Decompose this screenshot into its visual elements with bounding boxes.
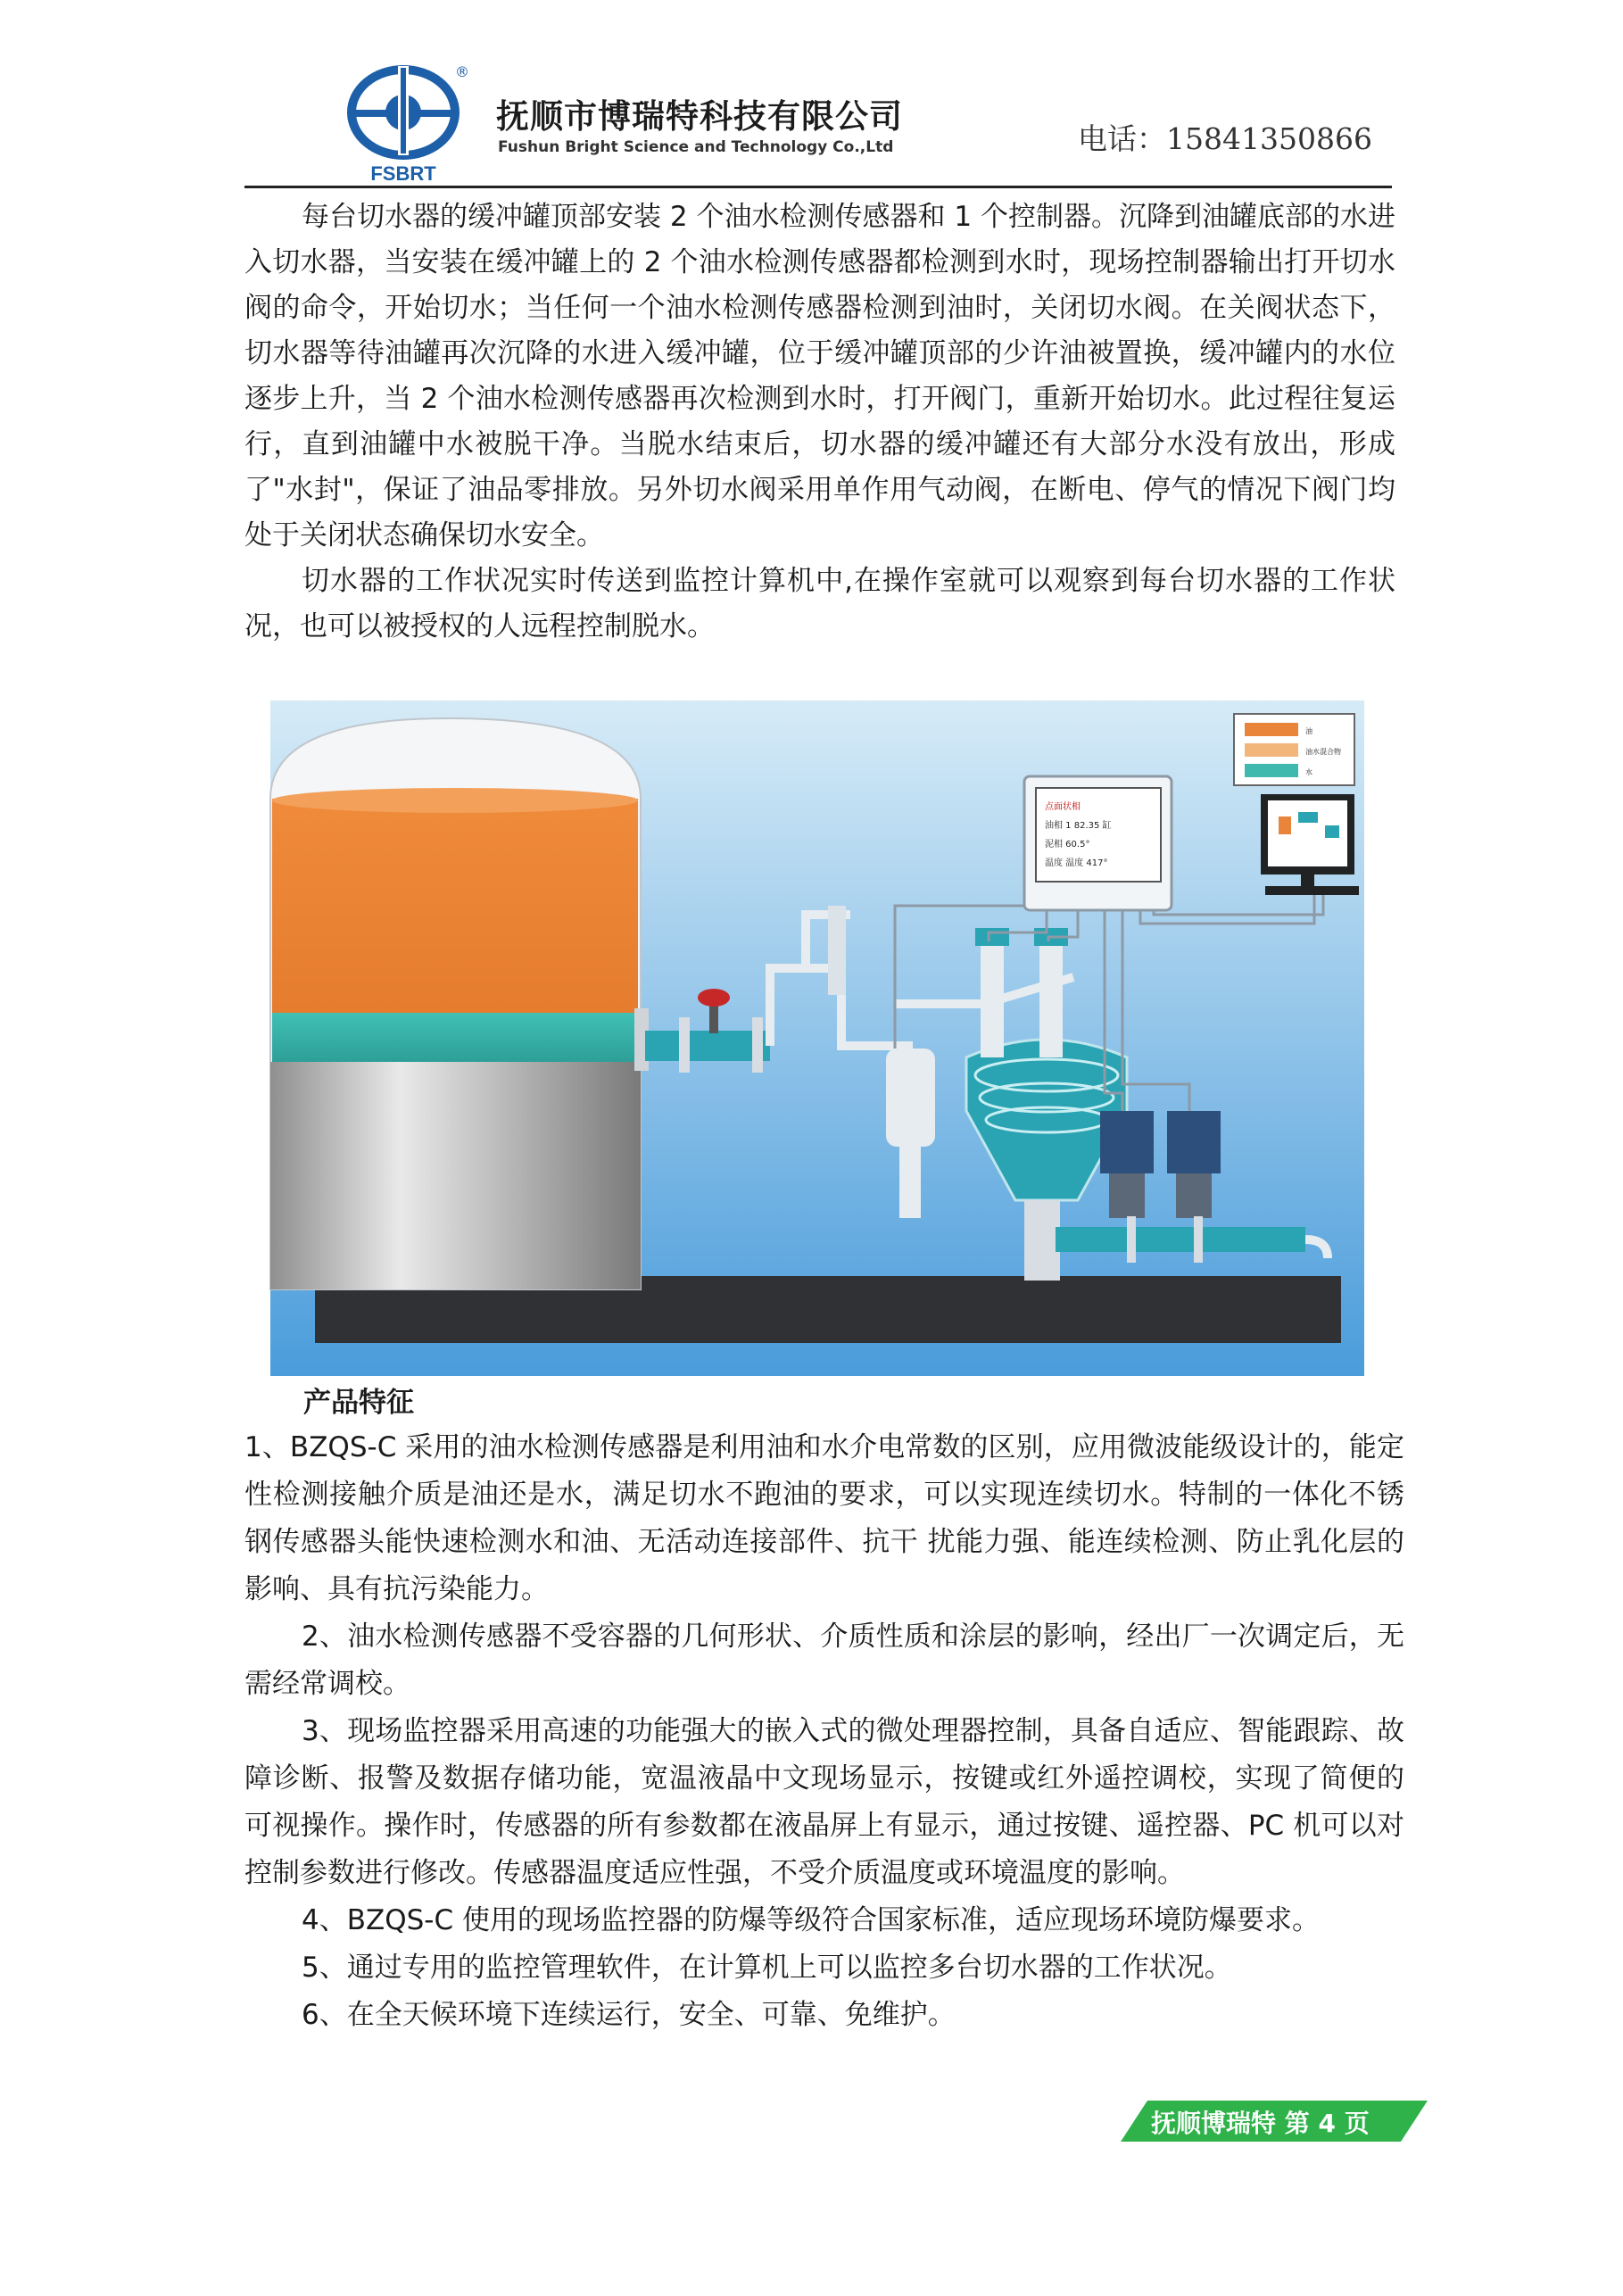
registered-mark: ® xyxy=(455,63,469,80)
phone-number: 电话：15841350866 xyxy=(1078,121,1372,156)
diagram-legend xyxy=(1234,714,1354,785)
footer-company: 抚顺博瑞特 xyxy=(1151,2109,1277,2138)
tank-base xyxy=(270,1062,641,1289)
water-layer xyxy=(272,1013,638,1062)
oil-layer xyxy=(272,799,638,1013)
legend-emulsion-label: 油水混合物 xyxy=(1305,748,1341,756)
paragraph-principle: 每台切水器的缓冲罐顶部安装 2 个油水检测传感器和 1 个控制器。沉降到油罐底部的水进入切水器，当安装在缓冲罐上的 2 个油水检测传感器都检测到水时，现场控制器输出打开切水阀的命令，开始切水；当任何一个油水检测传感器检测到油时，关闭切水阀。在关阀状态下，切水器等待油罐再次沉降的水进入缓冲罐，位于缓冲罐顶部的少许油被置换，缓冲罐内的水位逐步上升，当 2 个油水检测传感器再次检测到水时，打开阀门，重新开始切水。此过程往复运行，直到油罐中水被脱干净。当脱水结束后，切水器的缓冲罐还有大部分水没有放出，形成了"水封"，保证了油品零排放。另外切水阀采用单作用气动阀，在断电、停气的情况下阀门均处于关闭状态确保切水安全。 xyxy=(244,201,1395,551)
company-name-cn: 抚顺市博瑞特科技有限公司 xyxy=(496,97,903,136)
controller-line-3: 泥相 60.5° xyxy=(1045,840,1090,850)
feature-item-4: 4、BZQS-C 使用的现场监控器的防爆等级符合国家标准，适应现场环境防爆要求。 xyxy=(302,1904,1320,1936)
features-title: 产品特征 xyxy=(303,1387,414,1419)
legend-oil-label: 油 xyxy=(1305,727,1312,735)
feature-item-3: 3、现场监控器采用高速的功能强大的嵌入式的微处理器控制，具备自适应、智能跟踪、故障诊断、报警及数据存储功能，宽温液晶中文现场显示，按键或红外遥控调校，实现了简便的可视操作。操作时，传感器的所有参数都在液晶屏上有显示，通过按键、遥控器、PC 机可以对控制参数进行修改。传感器温度适应性强，不受介质温度或环境温度的影响。 xyxy=(244,1715,1404,1889)
feature-item-6: 6、在全天候环境下连续运行，安全、可靠、免维护。 xyxy=(302,1999,956,2031)
feature-item-1: 1、BZQS-C 采用的油水检测传感器是利用油和水介电常数的区别，应用微波能级设计的，能定性检测接触介质是油还是水，满足切水不跑油的要求，可以实现连续切水。特制的一体化不锈钢传感器头能快速检测水和油、无活动连接部件、抗干 扰能力强、能连续检测、防止乳化层的影响、具有抗污染能力。 xyxy=(244,1431,1404,1605)
header-rule xyxy=(244,186,1392,188)
controller-line-2: 油相 1 82.35 缸 xyxy=(1045,821,1112,831)
feature-item-5: 5、通过专用的监控管理软件，在计算机上可以监控多台切水器的工作状况。 xyxy=(302,1952,1232,1984)
controller-line-1: 点面状相 xyxy=(1045,802,1081,812)
system-diagram xyxy=(270,700,1364,1376)
footer-label xyxy=(1151,2104,1370,2140)
features-list xyxy=(244,1424,1404,2039)
hand-valve xyxy=(698,989,730,1007)
legend-water-label: 水 xyxy=(1305,768,1312,776)
body-text xyxy=(244,195,1395,650)
feature-item-2: 2、油水检测传感器不受容器的几何形状、介质性质和涂层的影响，经出厂一次调定后，无需经常调校。 xyxy=(244,1620,1404,1700)
field-controller xyxy=(1024,776,1172,910)
logo-text: FSBRT xyxy=(370,162,436,185)
page-number: 第 4 页 xyxy=(1284,2109,1370,2138)
company-logo xyxy=(341,61,469,186)
controller-line-4: 温度 温度 417° xyxy=(1045,858,1108,868)
paragraph-monitoring: 切水器的工作状况实时传送到监控计算机中,在操作室就可以观察到每台切水器的工作状况，也可以被授权的人远程控制脱水。 xyxy=(244,565,1395,642)
page-header xyxy=(0,0,1623,196)
company-name-en: Fushun Bright Science and Technology Co.,Ltd xyxy=(498,138,894,156)
storage-tank xyxy=(270,718,649,1289)
